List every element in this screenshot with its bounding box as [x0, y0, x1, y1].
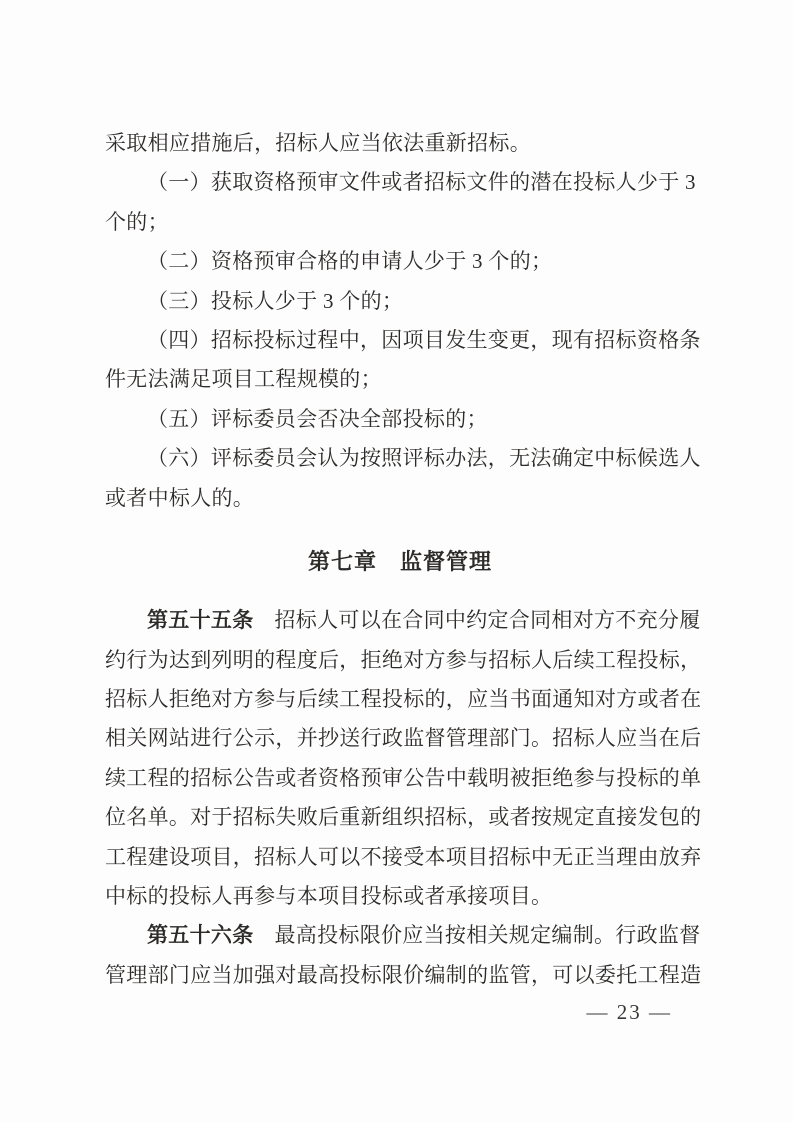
article-55-line-4: 相关网站进行公示，并抄送行政监督管理部门。招标人应当在后	[105, 726, 702, 751]
page-number: — 23 —	[586, 1000, 672, 1024]
list-item-3-line: （三）投标人少于 3 个的；	[147, 288, 404, 313]
list-item-6-line-1: （六）评标委员会认为按照评标办法，无法确定中标候选人	[147, 446, 701, 471]
list-item-5-line: （五）评标委员会否决全部投标的；	[147, 406, 488, 431]
article-55-line-1	[105, 601, 701, 640]
article-55-line-6: 位名单。对于招标失败后重新组织招标，或者按规定直接发包的	[105, 805, 702, 830]
article-55-line-7: 工程建设项目，招标人可以不接受本项目招标中无正当理由放弃	[105, 844, 702, 869]
list-item-2-line: （二）资格预审合格的申请人少于 3 个的；	[147, 249, 553, 274]
list-item-4-line-2: 件无法满足项目工程规模的；	[105, 367, 382, 392]
article-56-line-2: 管理部门应当加强对最高投标限价编制的监管，可以委托工程造	[105, 962, 702, 987]
article-56-number-label: 第五十六条	[147, 923, 254, 948]
list-item-1-line-2: 个的；	[105, 209, 169, 234]
list-item-6-line-2: 或者中标人的。	[105, 485, 255, 510]
article-55-line-2: 约行为达到列明的程度后，拒绝对方参与招标人后续工程投标，	[105, 647, 702, 672]
article-55-line-5: 续工程的招标公告或者资格预审公告中载明被拒绝参与投标的单	[105, 765, 702, 790]
paragraph-continuation-line: 采取相应措施后，招标人应当依法重新招标。	[105, 131, 531, 155]
article-56-text: 最高投标限价应当按相关规定编制。行政监督	[274, 923, 701, 948]
article-55-text: 招标人可以在合同中约定合同相对方不充分履	[274, 608, 701, 633]
text-block	[105, 124, 702, 995]
list-item-4-line-1: （四）招标投标过程中，因项目发生变更，现有招标资格条	[147, 327, 701, 352]
article-55-line-3: 招标人拒绝对方参与后续工程投标的，应当书面通知对方或者在	[105, 687, 702, 712]
list-item-1-line-1: （一）获取资格预审文件或者招标文件的潜在投标人少于 3	[147, 170, 696, 195]
article-55-number-label: 第五十五条	[147, 608, 254, 633]
article-56-line-1	[105, 916, 701, 955]
article-55-line-8: 中标的投标人再参与本项目投标或者承接项目。	[105, 884, 553, 909]
chapter-heading: 第七章 监督管理	[307, 548, 492, 574]
